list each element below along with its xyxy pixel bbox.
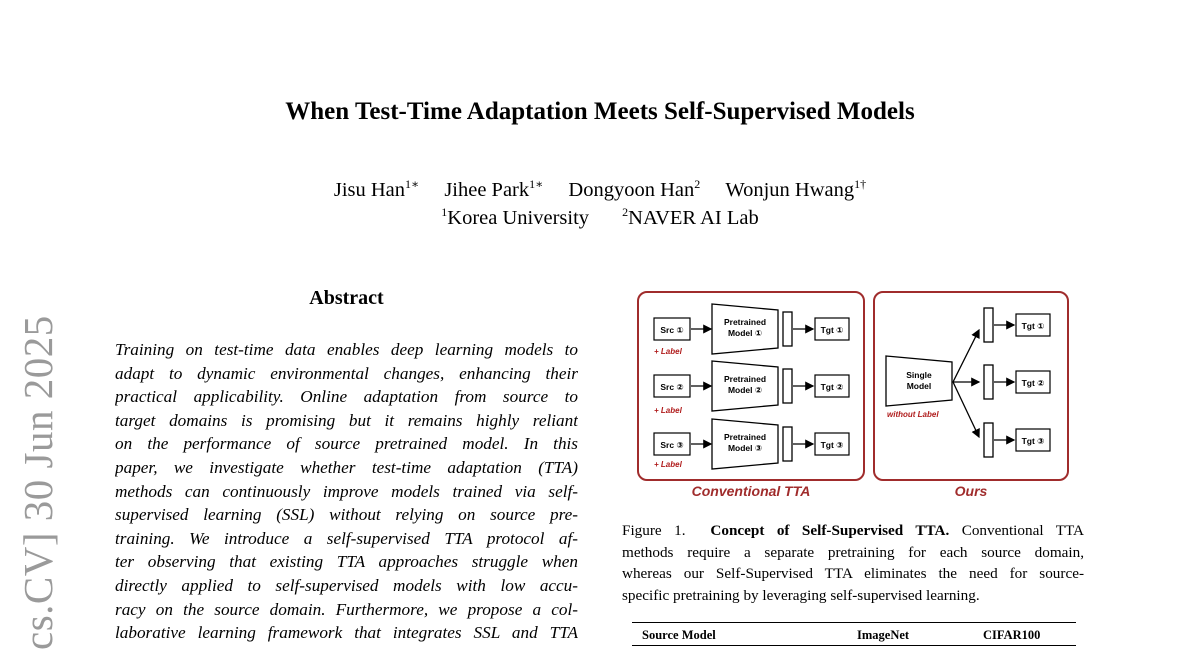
feature-bar [783,312,792,346]
label-note: + Label [654,406,682,415]
model-label: Pretrained [723,432,767,442]
model-label: Model ① [727,328,763,338]
feature-bar [783,369,792,403]
affiliation-list [0,205,1200,230]
figure-1-diagram [634,290,1074,505]
table-header-row [632,623,1076,645]
ours-target-row [984,308,1050,342]
table-header-cell: ImageNet [857,628,910,642]
paper-title: When Test-Time Adaptation Meets Self-Supervised Models [285,98,915,125]
arxiv-side-stamp [8,315,68,650]
feature-bar [984,308,993,342]
conventional-row [654,419,849,469]
feature-bar [984,423,993,457]
source-label: Src ① [660,325,684,335]
ours-label: Ours [954,483,988,499]
label-note: + Label [654,347,682,356]
target-label: Tgt ① [1021,321,1045,331]
abstract-line: laborative learning framework that integrates SSL and TTA [115,623,578,643]
affiliation: $^1$Korea University [441,205,590,229]
abstract-body [115,338,578,645]
abstract-line: supervised learning (SSL) without relying on source pre- [115,505,578,525]
abstract-line: on the performance of source pretrained model. In this [115,434,578,454]
results-table [632,622,1076,646]
arxiv-stamp-text: cs.CV] 30 Jun 2025 [15,315,61,650]
model-label: Model ③ [727,443,763,453]
figure-caption [622,520,1084,606]
model-label: Pretrained [723,374,767,384]
abstract-line: directly applied to self-supervised models with low accu- [115,575,578,595]
model-label: Pretrained [723,317,767,327]
author: Jisu Han$^{1∗}$ [333,177,420,201]
single-model-label: Single [906,370,932,380]
abstract-line: practical applicability. Online adaptation from source to [115,387,578,407]
single-model-label: Model [906,381,932,391]
affiliation: $^2$NAVER AI Lab [622,205,759,229]
conventional-row [654,361,849,415]
conventional-tta-label: Conventional TTA [691,483,811,499]
caption-line: Figure 1. Concept of Self-Supervised TTA. Conventional TTA [622,522,1085,539]
label-note: + Label [654,460,682,469]
source-label: Src ② [660,382,684,392]
caption-line: specific pretraining by leveraging self-supervised learning. [622,586,980,604]
source-label: Src ③ [660,440,684,450]
table-header-cell: CIFAR100 [983,628,1041,642]
target-label: Tgt ② [1021,378,1045,388]
ours-target-row [984,365,1050,399]
target-label: Tgt ③ [1021,436,1045,446]
author: Jihee Park$^{1∗}$ [444,177,544,201]
caption-line: methods require a separate pretraining for each source domain, [622,543,1084,561]
table-header-rule [632,645,1076,646]
abstract-line: target domains is promising but it remains highly reliant [115,410,578,430]
abstract-line: training. We introduce a self-supervised TTA protocol af- [115,528,578,548]
author: Dongyoon Han$^2$ [568,177,701,201]
target-label: Tgt ② [820,382,844,392]
abstract-line: Training on test-time data enables deep learning models to [115,340,578,359]
abstract-line: ter observing that existing TTA approaches struggle when [115,552,578,572]
abstract-line: methods can continuously improve models trained via self- [115,481,578,501]
target-label: Tgt ① [820,325,844,335]
abstract-heading: Abstract [309,287,384,309]
target-label: Tgt ③ [820,440,844,450]
without-label-note: without Label [887,410,939,419]
author-list [0,177,1200,202]
model-label: Model ② [727,385,763,395]
author: Wonjun Hwang$^{1\dagger}$ [725,177,867,201]
abstract-line: adapt to dynamic environmental changes, enhancing their [115,363,578,383]
ours-target-row [984,423,1050,457]
caption-line: whereas our Self-Supervised TTA eliminates the need for source- [622,565,1084,582]
abstract-line: paper, we investigate whether test-time adaptation (TTA) [115,457,578,477]
conventional-row [654,304,849,356]
abstract-line: racy on the source domain. Furthermore, we propose a col- [115,599,578,619]
feature-bar [984,365,993,399]
feature-bar [783,427,792,461]
table-header-cell: Source Model [642,628,716,642]
